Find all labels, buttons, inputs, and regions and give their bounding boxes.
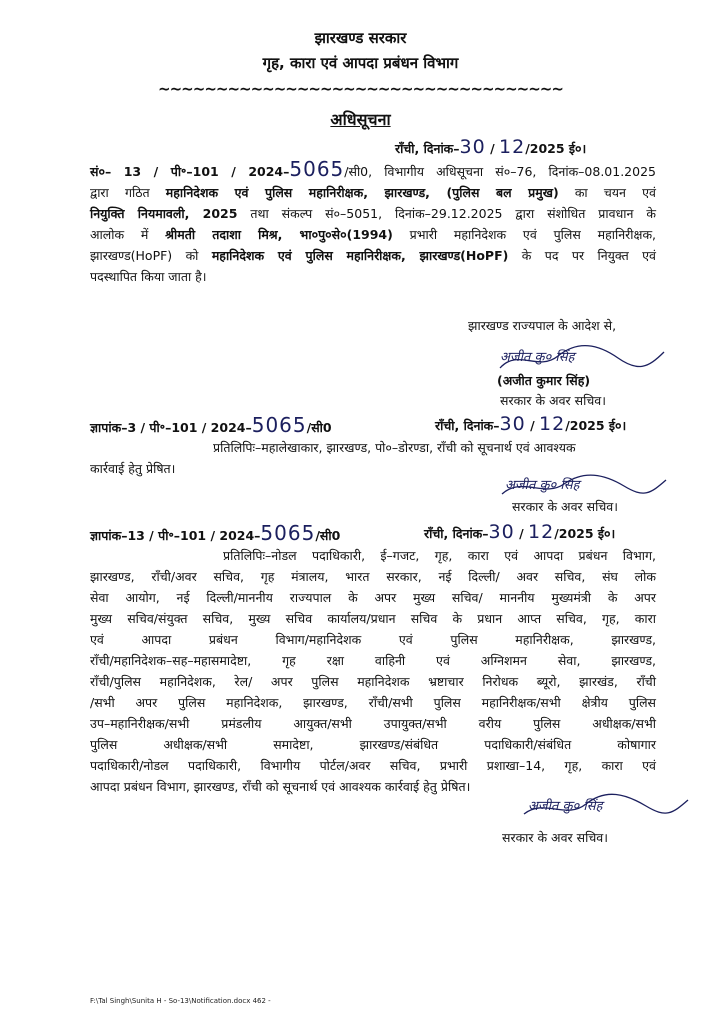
- notification-line-6: [90, 266, 656, 287]
- memo1-ref-prefix: ज्ञापांक–3 / पी॰–101 / 2024–: [90, 420, 252, 435]
- document-title-text: अधिसूचना: [330, 110, 391, 129]
- signature-2-scribble: [500, 468, 670, 502]
- notification-text: तथा संकल्प सं०–5051, दिनांक–29.12.2025 द्वारा संशोधित प्रावधान के: [237, 206, 656, 221]
- government-heading: झारखण्ड सरकार: [314, 29, 407, 47]
- memo2-copy-line: राँची/महानिदेशक–सह–महासमादेष्टा, गृह रक्षा वाहिनी एवं अग्निशमन सेवा, झारखण्ड,: [90, 653, 656, 668]
- memo2-date-year: /2025 ई०।: [554, 526, 616, 541]
- signature-1-hand: अजीत कु० सिंह: [500, 350, 575, 365]
- signature-3-scribble: [522, 790, 692, 824]
- memo2-ref-number: 5065: [260, 521, 316, 545]
- memo2-ref-line: [90, 521, 340, 545]
- notification-bold-text: नियुक्ति नियमावली, 2025: [90, 206, 238, 221]
- notification-line-5: [90, 245, 656, 266]
- department-heading: गृह, कारा एवं आपदा प्रबंधन विभाग: [262, 54, 459, 72]
- notification-text: का चयन एवं: [558, 185, 656, 200]
- notification-ref-suffix: /सी0,: [344, 164, 373, 179]
- memo2-copy-line: प्रतिलिपिः–नोडल पदाधिकारी, ई–गजट, गृह, कारा एवं आपदा प्रबंधन विभाग,: [223, 548, 656, 563]
- memo1-designation: सरकार के अवर सचिव।: [512, 499, 618, 514]
- notification-date-month: 12: [499, 136, 526, 158]
- memo2-copy-line: झारखण्ड, राँची/अवर सचिव, गृह मंत्रालय, भारत सरकार, नई दिल्ली/ अवर सचिव, संघ लोक: [90, 569, 656, 584]
- signature-3-hand: अजीत कु० सिंह: [528, 799, 603, 814]
- memo2-date-day: 30: [488, 521, 515, 543]
- memo2-copy-block: [90, 545, 656, 797]
- memo1-ref-line: [90, 413, 332, 437]
- notification-text: झारखण्ड(HoPF) को: [90, 248, 212, 263]
- notification-date-line: राँची, दिनांक–30 / 12/2025 ई०।: [395, 136, 587, 158]
- memo1-date-label: राँची, दिनांक–: [435, 418, 500, 433]
- memo2-copy-line: /सभी अपर पुलिस महानिदेशक, झारखण्ड, राँची/सभी पुलिस महानिरीक्षक/सभी क्षेत्रीय पुलिस: [90, 695, 656, 710]
- notification-text: द्वारा गठित: [90, 185, 166, 200]
- memo2-copy-line: पदाधिकारी/नोडल पदाधिकारी, विभागीय पोर्टल/अवर सचिव, प्रभारी प्रशाखा–14, गृह, कारा एवं: [90, 758, 656, 773]
- memo2-copy-line: राँची/पुलिस महानिदेशक, रेल/ अपर पुलिस महानिदेशक भ्रष्टाचार निरोधक ब्यूरो, झारखंड, राँची: [90, 674, 656, 689]
- memo1-ref-suffix: /सी0: [306, 420, 332, 435]
- memo2-date-label: राँची, दिनांक–: [424, 526, 489, 541]
- notification-text: पदस्थापित किया जाता है।: [90, 269, 207, 284]
- notification-line-1: [90, 159, 656, 182]
- memo2-ref-prefix: ज्ञापांक–13 / पी॰–101 / 2024–: [90, 528, 261, 543]
- header-separator: ~~~~~~~~~~~~~~~~~~~~~~~~~~~~~~~~~~~: [158, 80, 563, 98]
- notification-line-3: [90, 203, 656, 224]
- notification-date-label: राँची, दिनांक–: [395, 141, 460, 156]
- memo1-copy-line-1: प्रतिलिपिः–महालेखाकार, झारखण्ड, पो०–डोरण्डा, राँची को सूचनार्थ एवं आवश्यक: [213, 440, 576, 455]
- file-path-footer: F:\Tal Singh\Sunita H - So-13\Notification.docx 462 -: [90, 997, 271, 1005]
- memo1-date-line: राँची, दिनांक–30 / 12/2025 ई०।: [435, 413, 627, 435]
- notification-date-day: 30: [459, 136, 486, 158]
- memo1-copy-line-2: कार्रवाई हेतु प्रेषित।: [90, 461, 176, 476]
- memo1-date-year: /2025 ई०।: [565, 418, 627, 433]
- document-title: [0, 108, 721, 130]
- memo2-date-month: 12: [528, 521, 555, 543]
- memo1-date-day: 30: [499, 413, 526, 435]
- notification-line-4: [90, 224, 656, 245]
- memo2-ref-suffix: /सी0: [315, 528, 341, 543]
- notification-text: आलोक में: [90, 227, 166, 242]
- notification-bold-text: श्रीमती तदाशा मिश्र, भा०पु०से०(1994): [165, 227, 393, 242]
- memo2-copy-line: पुलिस अधीक्षक/सभी समादेष्टा, झारखण्ड/संबंधित पदाधिकारी/संबंधित कोषागार: [90, 737, 656, 752]
- notification-ref-prefix: सं०– 13 / पी॰–101 / 2024–: [90, 164, 290, 179]
- notification-bold-text: महानिदेशक एवं पुलिस महानिरीक्षक, झारखण्ड, (पुलिस बल प्रमुख): [165, 185, 559, 200]
- memo2-date-line: राँची, दिनांक–30 / 12/2025 ई०।: [424, 521, 616, 543]
- notification-bold-text: महानिदेशक एवं पुलिस महानिरीक्षक, झारखण्ड(HoPF): [211, 248, 509, 263]
- order-line: झारखण्ड राज्यपाल के आदेश से,: [468, 318, 617, 333]
- notification-text: विभागीय अधिसूचना सं०–76, दिनांक–08.01.2025: [384, 164, 656, 179]
- signatory-name: (अजीत कुमार सिंह): [497, 373, 591, 388]
- notification-line-2: [90, 182, 656, 203]
- notification-ref-number: 5065: [289, 157, 345, 181]
- memo2-copy-line: सेवा आयोग, नई दिल्ली/माननीय राज्यपाल के अपर मुख्य सचिव/ माननीय मुख्यमंत्री के अपर: [90, 590, 656, 605]
- memo2-designation: सरकार के अवर सचिव।: [502, 830, 608, 845]
- memo1-date-month: 12: [539, 413, 566, 435]
- notification-date-year: /2025 ई०।: [525, 141, 587, 156]
- notification-text: प्रभारी महानिदेशक एवं पुलिस महानिरीक्षक,: [392, 227, 657, 242]
- notification-body: [90, 159, 656, 287]
- notification-text: के पद पर नियुक्त एवं: [508, 248, 657, 263]
- memo2-copy-line: आपदा प्रबंधन विभाग, झारखण्ड, राँची को सूचनार्थ एवं आवश्यक कार्रवाई हेतु प्रेषित।: [90, 779, 471, 794]
- signature-2-hand: अजीत कु० सिंह: [505, 478, 580, 493]
- memo1-ref-number: 5065: [251, 413, 307, 437]
- memo2-copy-line: एवं आपदा प्रबंधन विभाग/महानिदेशक एवं पुलिस महानिरीक्षक, झारखण्ड,: [90, 632, 656, 647]
- memo2-copy-line: मुख्य सचिव/संयुक्त सचिव, मुख्य सचिव कार्यालय/प्रधान सचिव के प्रधान आप्त सचिव, गृह, कारा: [90, 611, 656, 626]
- signatory-designation: सरकार के अवर सचिव।: [500, 393, 606, 408]
- memo2-copy-line: उप–महानिरीक्षक/सभी प्रमंडलीय आयुक्त/सभी उपायुक्त/सभी वरीय पुलिस अधीक्षक/सभी: [90, 716, 656, 731]
